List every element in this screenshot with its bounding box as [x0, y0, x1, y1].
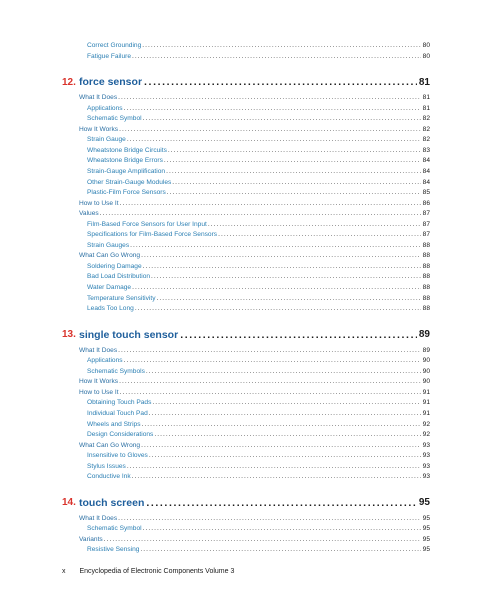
chapter-page-number: 95: [418, 497, 430, 509]
page-footer: [62, 568, 234, 575]
toc-entry-page: 84: [422, 167, 430, 175]
toc-entry-title: Applications: [87, 357, 123, 365]
leader-dots: [144, 74, 417, 90]
toc-entry-page: 91: [422, 399, 430, 407]
toc-entry-title: Fatigue Failure: [87, 52, 131, 60]
toc-entry-page: 86: [422, 199, 430, 207]
toc-entry-page: 80: [422, 52, 430, 60]
toc-entry-title: Wheels and Strips: [87, 420, 141, 428]
toc-entry-title: Values: [79, 210, 99, 218]
toc-entry-page: 88: [422, 284, 430, 291]
toc-entry-title: Applications: [87, 104, 123, 112]
toc-entry-title: Individual Touch Pad: [87, 409, 148, 417]
toc-entry-page: 95: [422, 535, 430, 543]
toc-entry-page: 91: [422, 409, 430, 417]
toc-entry-title: Strain Gauges: [87, 241, 130, 249]
toc-entry-title: Temperature Sensitivity: [87, 294, 156, 302]
toc-entry-title: Wheatstone Bridge Circuits: [87, 146, 167, 154]
chapter-heading: [0, 74, 492, 90]
toc-entry-page: 87: [422, 220, 430, 228]
leader-dots: [140, 544, 420, 556]
toc-entry-title: What It Does: [79, 94, 118, 102]
toc-entry: [0, 303, 492, 315]
toc-entry-title: Conductive Ink: [87, 473, 131, 481]
toc-entry-page: 89: [422, 346, 430, 354]
toc-entry-title: Bad Load Distribution: [87, 273, 151, 281]
toc-entry-title: Schematic Symbol: [87, 525, 142, 533]
chapter-number: 12.: [62, 76, 76, 88]
toc-entry-page: 93: [422, 473, 430, 481]
toc-entry-page: 88: [422, 252, 430, 260]
chapter-title: force sensor: [79, 76, 143, 89]
toc-entry-title: Schematic Symbol: [87, 115, 142, 123]
toc-entry-page: 88: [422, 262, 430, 270]
toc-entry-title: What Can Go Wrong: [79, 252, 141, 260]
chapter-number: 14.: [62, 497, 76, 509]
chapter-number: 13.: [62, 329, 76, 341]
toc-entry-page: 92: [422, 420, 430, 428]
toc-entry-page: 87: [422, 210, 430, 218]
toc-entry-page: 88: [422, 294, 430, 302]
toc-entry-title: What It Does: [79, 346, 118, 354]
toc-entry-page: 80: [422, 42, 430, 49]
toc-entry-page: 91: [422, 388, 430, 396]
leader-dots: [132, 51, 421, 63]
toc-entry-page: 95: [422, 525, 430, 533]
toc-entry-title: Stylus Issues: [87, 462, 126, 470]
toc-entry-title: How to Use It: [79, 199, 119, 207]
leader-dots: [146, 495, 417, 511]
toc-entry-title: What It Does: [79, 514, 118, 522]
toc-entry-page: 82: [422, 136, 430, 144]
toc-entry-title: Variants: [79, 535, 103, 543]
toc-entry-title: Water Damage: [87, 284, 132, 291]
chapter-page-number: 81: [418, 76, 430, 88]
toc-entry-page: 90: [422, 357, 430, 365]
chapter-heading: [0, 327, 492, 343]
toc-entry-page: 85: [422, 189, 430, 197]
toc-entry-title: What Can Go Wrong: [79, 441, 141, 449]
toc-entry-title: Insensitive to Gloves: [87, 452, 148, 460]
toc-entry-page: 84: [422, 178, 430, 186]
toc-entry-title: Obtaining Touch Pads: [87, 399, 152, 407]
toc-entry-page: 88: [422, 273, 430, 281]
toc-entry-title: How It Works: [79, 125, 119, 133]
toc-entry-page: 84: [422, 157, 430, 165]
toc-entry-page: 95: [422, 546, 430, 554]
chapter-page-number: 89: [418, 329, 430, 341]
toc-entry-title: Schematic Symbols: [87, 367, 145, 375]
chapter-title: touch screen: [79, 496, 145, 509]
toc-entry-title: Other Strain-Gauge Modules: [87, 178, 172, 186]
chapter-title: single touch sensor: [79, 328, 179, 341]
chapter-heading: [0, 495, 492, 511]
toc-entry-title: Design Considerations: [87, 431, 154, 439]
toc-entry-title: Soldering Damage: [87, 262, 142, 270]
footer-book-title: Encyclopedia of Electronic Components Volume 3: [79, 568, 235, 575]
toc-entry-title: Specifications for Film-Based Force Sensors: [87, 231, 218, 239]
leader-dots: [132, 471, 421, 483]
toc-entry-page: 81: [422, 104, 430, 112]
toc-entry-page: 92: [422, 431, 430, 439]
toc-entry-title: Wheatstone Bridge Errors: [87, 157, 163, 165]
toc-entry-page: 81: [422, 94, 430, 102]
toc-entry: [0, 51, 492, 63]
toc-entry-title: Leads Too Long: [87, 305, 134, 313]
toc-entry-page: 87: [422, 231, 430, 239]
toc-entry-title: Film-Based Force Sensors for User Input: [87, 220, 207, 228]
toc-entry-title: How to Use It: [79, 388, 119, 396]
toc-entry-page: 95: [422, 514, 430, 522]
leader-dots: [135, 303, 421, 315]
toc-entry-page: 88: [422, 305, 430, 313]
toc-entry: [0, 471, 492, 483]
toc-entry-page: 90: [422, 378, 430, 386]
toc-entry-page: 83: [422, 146, 430, 154]
toc-entry-page: 82: [422, 125, 430, 133]
toc-entry-title: Correct Grounding: [87, 42, 142, 49]
toc-entry-page: 93: [422, 462, 430, 470]
toc-entry-page: 93: [422, 441, 430, 449]
toc-entry-page: 93: [422, 452, 430, 460]
toc-entry-title: Strain-Gauge Amplification: [87, 167, 166, 175]
footer-page-number: x: [62, 568, 66, 575]
toc-entry-title: How It Works: [79, 378, 119, 386]
leader-dots: [180, 327, 417, 343]
toc-entry-page: 90: [422, 367, 430, 375]
toc-entry-page: 82: [422, 115, 430, 123]
toc-entry-title: Strain Gauge: [87, 136, 126, 144]
toc-entry-page: 88: [422, 241, 430, 249]
toc-entry-title: Plastic-Film Force Sensors: [87, 189, 166, 197]
toc-entry-title: Resistive Sensing: [87, 546, 140, 554]
toc-entry: [0, 544, 492, 556]
